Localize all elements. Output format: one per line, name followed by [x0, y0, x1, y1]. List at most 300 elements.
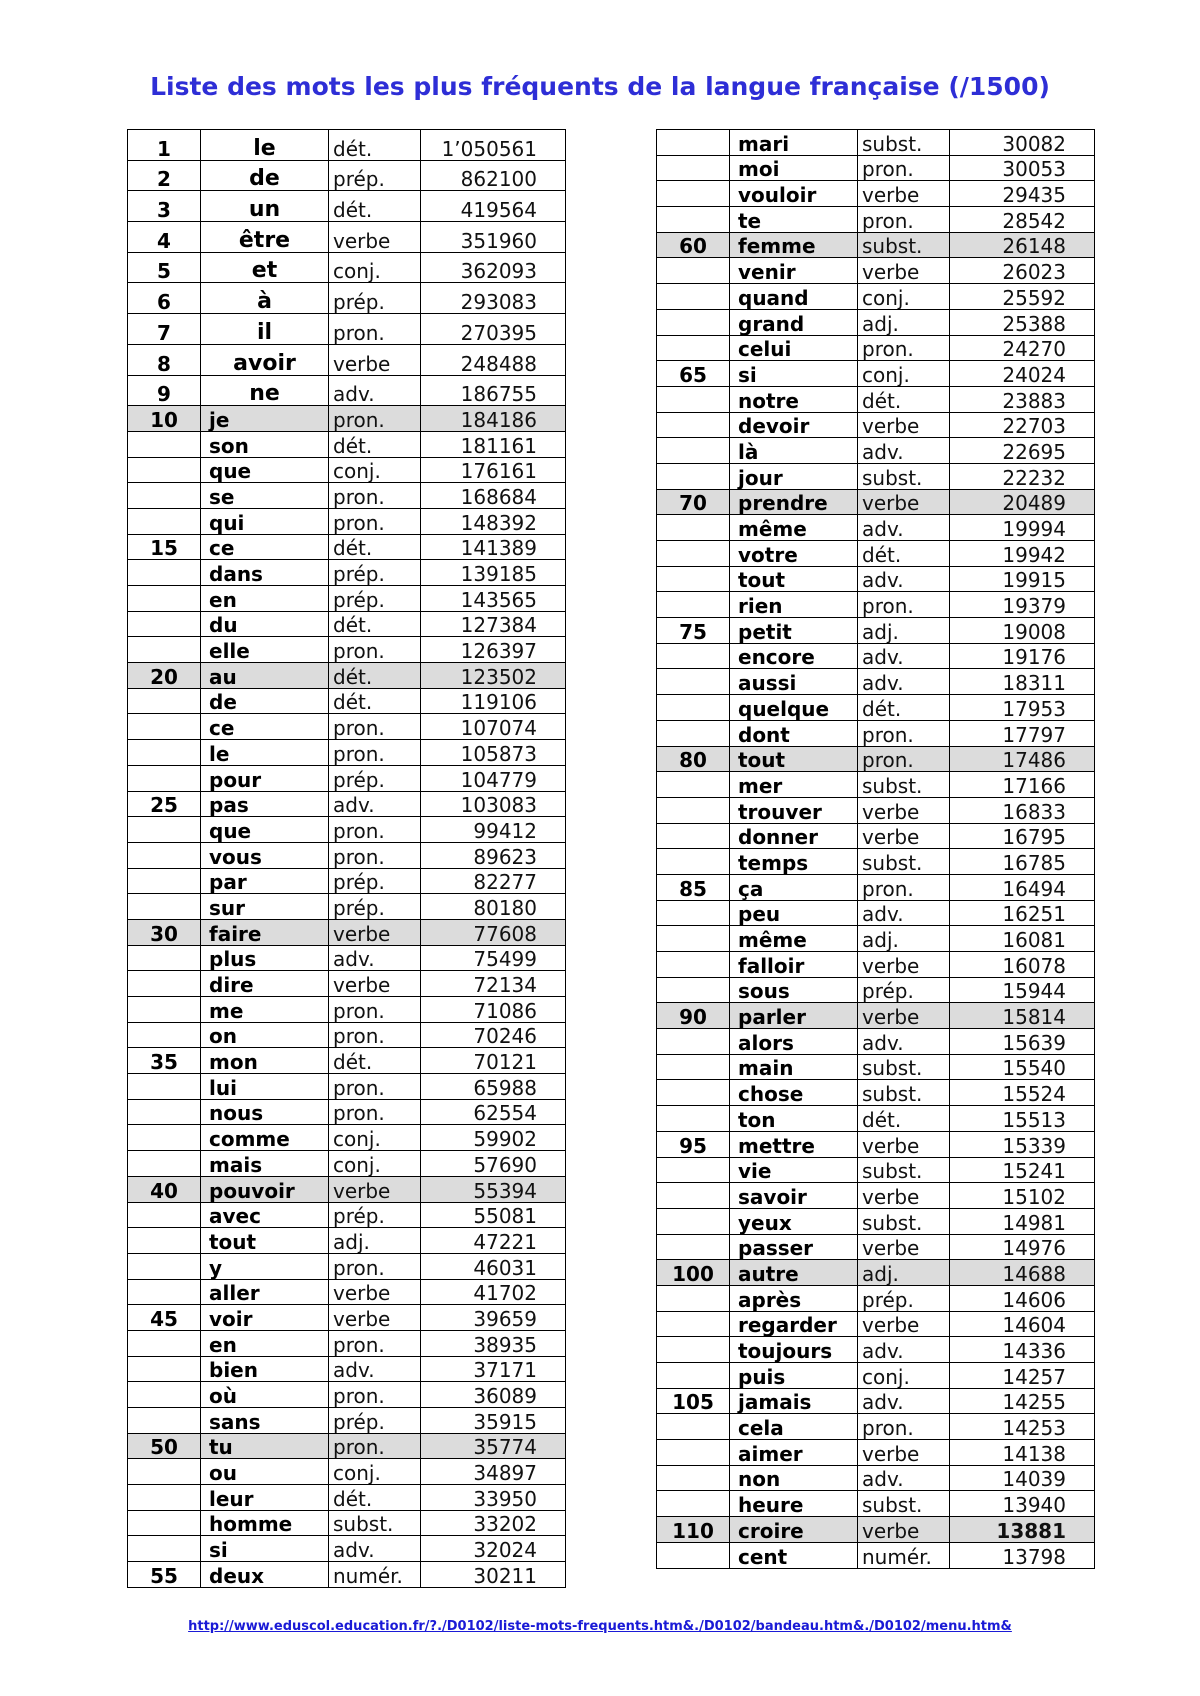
frequency-cell: 17166 — [950, 772, 1095, 798]
category-cell: pron. — [329, 1099, 421, 1125]
rank-cell: 40 — [128, 1176, 201, 1202]
frequency-cell: 55394 — [421, 1176, 566, 1202]
frequency-cell: 30053 — [950, 155, 1095, 181]
rank-cell: 8 — [128, 344, 201, 375]
word-cell: tout — [201, 1228, 329, 1254]
word-cell: non — [730, 1465, 858, 1491]
rank-cell: 15 — [128, 534, 201, 560]
category-cell: pron. — [329, 817, 421, 843]
rank-cell: 1 — [128, 130, 201, 161]
table-row — [128, 1228, 566, 1254]
word-cell: peu — [730, 900, 858, 926]
table-row — [657, 874, 1095, 900]
word-cell: y — [201, 1253, 329, 1279]
frequency-cell: 14039 — [950, 1465, 1095, 1491]
table-row — [657, 746, 1095, 772]
frequency-cell: 70246 — [421, 1022, 566, 1048]
frequency-cell: 36089 — [421, 1382, 566, 1408]
word-cell: sur — [201, 894, 329, 920]
table-row — [657, 1440, 1095, 1466]
frequency-cell: 16081 — [950, 926, 1095, 952]
rank-cell — [128, 1228, 201, 1254]
table-row — [657, 643, 1095, 669]
rank-cell — [128, 894, 201, 920]
table-row — [128, 1536, 566, 1562]
frequency-cell: 105873 — [421, 740, 566, 766]
word-cell: votre — [730, 541, 858, 567]
frequency-cell: 22703 — [950, 412, 1095, 438]
frequency-cell: 362093 — [421, 252, 566, 283]
word-cell: regarder — [730, 1311, 858, 1337]
category-cell: verbe — [329, 1305, 421, 1331]
category-cell: verbe — [858, 1003, 950, 1029]
frequency-cell: 14138 — [950, 1440, 1095, 1466]
word-cell: dire — [201, 971, 329, 997]
category-cell: adv. — [858, 669, 950, 695]
rank-cell — [657, 592, 730, 618]
category-cell: dét. — [329, 534, 421, 560]
word-cell: comme — [201, 1125, 329, 1151]
frequency-cell: 14604 — [950, 1311, 1095, 1337]
frequency-cell: 104779 — [421, 765, 566, 791]
frequency-cell: 293083 — [421, 283, 566, 314]
frequency-cell: 13798 — [950, 1542, 1095, 1568]
frequency-cell: 148392 — [421, 508, 566, 534]
category-cell: subst. — [858, 1491, 950, 1517]
table-row — [128, 997, 566, 1023]
word-cell: on — [201, 1022, 329, 1048]
table-row — [128, 1202, 566, 1228]
category-cell: subst. — [858, 1054, 950, 1080]
table-row — [128, 688, 566, 714]
table-row — [657, 1337, 1095, 1363]
word-cell: faire — [201, 919, 329, 945]
rank-cell — [128, 997, 201, 1023]
rank-cell — [657, 155, 730, 181]
table-row — [657, 592, 1095, 618]
word-cell: aimer — [730, 1440, 858, 1466]
table-row — [657, 335, 1095, 361]
category-cell: verbe — [858, 412, 950, 438]
table-row — [657, 181, 1095, 207]
frequency-cell: 55081 — [421, 1202, 566, 1228]
frequency-cell: 19379 — [950, 592, 1095, 618]
word-cell: mer — [730, 772, 858, 798]
word-cell: croire — [730, 1517, 858, 1543]
frequency-cell: 16785 — [950, 849, 1095, 875]
word-cell: avoir — [201, 344, 329, 375]
frequency-cell: 13881 — [950, 1517, 1095, 1543]
word-cell: mais — [201, 1151, 329, 1177]
frequency-cell: 80180 — [421, 894, 566, 920]
table-row — [128, 971, 566, 997]
category-cell: subst. — [858, 232, 950, 258]
word-cell: aller — [201, 1279, 329, 1305]
rank-cell — [657, 952, 730, 978]
category-cell: pron. — [329, 1330, 421, 1356]
table-row — [657, 926, 1095, 952]
table-row — [657, 1285, 1095, 1311]
category-cell: dét. — [329, 663, 421, 689]
table-row — [657, 489, 1095, 515]
table-row — [128, 1433, 566, 1459]
word-cell: de — [201, 160, 329, 191]
frequency-cell: 419564 — [421, 191, 566, 222]
word-cell: nous — [201, 1099, 329, 1125]
rank-cell — [657, 900, 730, 926]
category-cell: adv. — [329, 1536, 421, 1562]
frequency-cell: 82277 — [421, 868, 566, 894]
table-row — [128, 130, 566, 161]
word-cell: un — [201, 191, 329, 222]
table-row — [657, 1465, 1095, 1491]
category-cell: conj. — [329, 457, 421, 483]
category-cell: adv. — [858, 643, 950, 669]
category-cell: prép. — [329, 765, 421, 791]
table-row — [657, 258, 1095, 284]
rank-cell: 35 — [128, 1048, 201, 1074]
word-cell: qui — [201, 508, 329, 534]
category-cell: pron. — [329, 1074, 421, 1100]
word-cell: ton — [730, 1106, 858, 1132]
table-row — [128, 508, 566, 534]
rank-cell: 55 — [128, 1562, 201, 1588]
frequency-cell: 72134 — [421, 971, 566, 997]
rank-cell: 50 — [128, 1433, 201, 1459]
category-cell: prép. — [329, 160, 421, 191]
table-row — [128, 1330, 566, 1356]
frequency-cell: 15944 — [950, 977, 1095, 1003]
category-cell: conj. — [329, 1459, 421, 1485]
category-cell: adj. — [329, 1228, 421, 1254]
category-cell: verbe — [858, 823, 950, 849]
frequency-cell: 14688 — [950, 1260, 1095, 1286]
frequency-cell: 62554 — [421, 1099, 566, 1125]
table-row — [657, 1131, 1095, 1157]
rank-cell: 75 — [657, 618, 730, 644]
table-row — [128, 1305, 566, 1331]
category-cell: subst. — [858, 772, 950, 798]
category-cell: pron. — [329, 637, 421, 663]
word-cell: tu — [201, 1433, 329, 1459]
word-cell: si — [730, 361, 858, 387]
category-cell: dét. — [329, 1048, 421, 1074]
rank-cell: 4 — [128, 222, 201, 253]
table-row — [128, 1074, 566, 1100]
word-cell: prendre — [730, 489, 858, 515]
table-row — [128, 894, 566, 920]
table-row — [657, 720, 1095, 746]
word-cell: avec — [201, 1202, 329, 1228]
rank-cell — [128, 1536, 201, 1562]
frequency-cell: 35774 — [421, 1433, 566, 1459]
category-cell: prép. — [329, 868, 421, 894]
rank-cell — [128, 1074, 201, 1100]
rank-cell: 80 — [657, 746, 730, 772]
rank-cell: 45 — [128, 1305, 201, 1331]
word-cell: de — [201, 688, 329, 714]
rank-cell — [657, 1311, 730, 1337]
rank-cell — [657, 1285, 730, 1311]
table-row — [657, 1414, 1095, 1440]
word-cell: que — [201, 457, 329, 483]
word-cell: ne — [201, 375, 329, 406]
category-cell: verbe — [329, 1279, 421, 1305]
word-cell: si — [201, 1536, 329, 1562]
word-cell: que — [201, 817, 329, 843]
category-cell: adv. — [329, 1356, 421, 1382]
word-cell: mettre — [730, 1131, 858, 1157]
frequency-cell: 270395 — [421, 314, 566, 345]
word-cell: se — [201, 483, 329, 509]
frequency-cell: 19942 — [950, 541, 1095, 567]
frequency-cell: 14257 — [950, 1363, 1095, 1389]
word-cell: celui — [730, 335, 858, 361]
frequency-cell: 123502 — [421, 663, 566, 689]
table-row — [128, 586, 566, 612]
table-row — [657, 1234, 1095, 1260]
category-cell: subst. — [858, 463, 950, 489]
table-row — [657, 438, 1095, 464]
rank-cell — [657, 1542, 730, 1568]
rank-cell — [128, 611, 201, 637]
category-cell: adv. — [329, 791, 421, 817]
rank-cell — [128, 1330, 201, 1356]
table-row — [128, 663, 566, 689]
table-row — [128, 945, 566, 971]
frequency-cell: 77608 — [421, 919, 566, 945]
word-frequency-table-right — [656, 129, 1095, 1569]
category-cell: pron. — [858, 874, 950, 900]
word-cell: je — [201, 406, 329, 432]
category-cell: pron. — [329, 842, 421, 868]
frequency-cell: 32024 — [421, 1536, 566, 1562]
rank-cell — [657, 258, 730, 284]
rank-cell — [128, 945, 201, 971]
word-cell: bien — [201, 1356, 329, 1382]
frequency-cell: 107074 — [421, 714, 566, 740]
table-row — [657, 849, 1095, 875]
table-row — [657, 900, 1095, 926]
table-row — [128, 1176, 566, 1202]
rank-cell — [128, 457, 201, 483]
word-cell: sans — [201, 1408, 329, 1434]
frequency-cell: 75499 — [421, 945, 566, 971]
word-cell: encore — [730, 643, 858, 669]
rank-cell — [128, 1356, 201, 1382]
rank-cell — [128, 842, 201, 868]
word-cell: même — [730, 926, 858, 952]
table-row — [657, 386, 1095, 412]
rank-cell — [657, 412, 730, 438]
rank-cell — [128, 1151, 201, 1177]
frequency-cell: 24270 — [950, 335, 1095, 361]
rank-cell: 85 — [657, 874, 730, 900]
word-cell: leur — [201, 1485, 329, 1511]
table-row — [657, 284, 1095, 310]
frequency-cell: 57690 — [421, 1151, 566, 1177]
rank-cell — [657, 309, 730, 335]
word-cell: te — [730, 207, 858, 233]
table-row — [128, 765, 566, 791]
rank-cell: 70 — [657, 489, 730, 515]
frequency-cell: 20489 — [950, 489, 1095, 515]
word-cell: parler — [730, 1003, 858, 1029]
frequency-cell: 14336 — [950, 1337, 1095, 1363]
word-cell: pouvoir — [201, 1176, 329, 1202]
word-cell: lui — [201, 1074, 329, 1100]
word-cell: devoir — [730, 412, 858, 438]
table-row — [128, 314, 566, 345]
table-row — [657, 1208, 1095, 1234]
frequency-cell: 22232 — [950, 463, 1095, 489]
category-cell: pron. — [858, 720, 950, 746]
word-cell: me — [201, 997, 329, 1023]
table-row — [657, 618, 1095, 644]
rank-cell: 105 — [657, 1388, 730, 1414]
category-cell: adv. — [858, 515, 950, 541]
rank-cell — [128, 714, 201, 740]
rank-cell: 100 — [657, 1260, 730, 1286]
frequency-cell: 46031 — [421, 1253, 566, 1279]
rank-cell: 10 — [128, 406, 201, 432]
category-cell: dét. — [329, 431, 421, 457]
frequency-cell: 126397 — [421, 637, 566, 663]
frequency-cell: 33950 — [421, 1485, 566, 1511]
word-cell: du — [201, 611, 329, 637]
table-row — [657, 977, 1095, 1003]
word-cell: cent — [730, 1542, 858, 1568]
rank-cell — [657, 926, 730, 952]
table-row — [657, 1363, 1095, 1389]
word-frequency-table-left — [127, 129, 566, 1588]
rank-cell — [657, 720, 730, 746]
rank-cell — [657, 1465, 730, 1491]
frequency-cell: 18311 — [950, 669, 1095, 695]
category-cell: pron. — [329, 997, 421, 1023]
word-cell: en — [201, 1330, 329, 1356]
rank-cell: 25 — [128, 791, 201, 817]
rank-cell: 90 — [657, 1003, 730, 1029]
rank-cell: 5 — [128, 252, 201, 283]
rank-cell — [657, 386, 730, 412]
category-cell: prép. — [329, 1408, 421, 1434]
frequency-cell: 70121 — [421, 1048, 566, 1074]
frequency-cell: 17797 — [950, 720, 1095, 746]
frequency-cell: 39659 — [421, 1305, 566, 1331]
rank-cell — [657, 438, 730, 464]
word-cell: le — [201, 740, 329, 766]
page-title: Liste des mots les plus fréquents de la langue française (/1500) — [150, 72, 1050, 101]
table-row — [128, 611, 566, 637]
category-cell: numér. — [329, 1562, 421, 1588]
rank-cell — [128, 1510, 201, 1536]
category-cell: prép. — [858, 1285, 950, 1311]
rank-cell — [128, 971, 201, 997]
table-row — [657, 823, 1095, 849]
table-row — [128, 283, 566, 314]
word-cell: ou — [201, 1459, 329, 1485]
word-cell: mari — [730, 130, 858, 156]
frequency-cell: 26023 — [950, 258, 1095, 284]
rank-cell — [657, 284, 730, 310]
rank-cell — [657, 669, 730, 695]
table-row — [657, 1491, 1095, 1517]
word-cell: ce — [201, 534, 329, 560]
table-row — [657, 669, 1095, 695]
rank-cell — [128, 483, 201, 509]
rank-cell — [128, 1459, 201, 1485]
category-cell: adv. — [858, 566, 950, 592]
category-cell: conj. — [858, 1363, 950, 1389]
word-cell: il — [201, 314, 329, 345]
frequency-cell: 14606 — [950, 1285, 1095, 1311]
word-cell: homme — [201, 1510, 329, 1536]
frequency-cell: 19994 — [950, 515, 1095, 541]
frequency-cell: 89623 — [421, 842, 566, 868]
word-cell: cela — [730, 1414, 858, 1440]
rank-cell — [128, 817, 201, 843]
category-cell: pron. — [329, 314, 421, 345]
rank-cell — [128, 1382, 201, 1408]
word-cell: jour — [730, 463, 858, 489]
frequency-cell: 15339 — [950, 1131, 1095, 1157]
source-link[interactable]: http://www.eduscol.education.fr/?./D0102/liste-mots-frequents.htm&./D0102/bandeau.htm&./D0102/menu.htm& — [188, 1619, 1012, 1634]
table-row — [657, 412, 1095, 438]
category-cell: verbe — [858, 1183, 950, 1209]
category-cell: verbe — [329, 971, 421, 997]
frequency-cell: 181161 — [421, 431, 566, 457]
rank-cell — [657, 772, 730, 798]
rank-cell — [657, 643, 730, 669]
table-row — [128, 1048, 566, 1074]
word-cell: rien — [730, 592, 858, 618]
word-cell: notre — [730, 386, 858, 412]
table-row — [128, 1408, 566, 1434]
rank-cell — [128, 637, 201, 663]
frequency-cell: 35915 — [421, 1408, 566, 1434]
table-row — [128, 791, 566, 817]
frequency-cell: 30211 — [421, 1562, 566, 1588]
table-row — [657, 515, 1095, 541]
rank-cell — [128, 765, 201, 791]
category-cell: dét. — [858, 541, 950, 567]
word-cell: à — [201, 283, 329, 314]
rank-cell — [657, 1363, 730, 1389]
rank-cell — [657, 849, 730, 875]
word-cell: autre — [730, 1260, 858, 1286]
frequency-cell: 184186 — [421, 406, 566, 432]
frequency-cell: 33202 — [421, 1510, 566, 1536]
category-cell: verbe — [329, 919, 421, 945]
frequency-cell: 351960 — [421, 222, 566, 253]
category-cell: adv. — [858, 1465, 950, 1491]
word-cell: yeux — [730, 1208, 858, 1234]
table-row — [128, 817, 566, 843]
rank-cell: 6 — [128, 283, 201, 314]
frequency-cell: 14253 — [950, 1414, 1095, 1440]
category-cell: conj. — [329, 252, 421, 283]
table-row — [128, 1022, 566, 1048]
word-cell: trouver — [730, 797, 858, 823]
category-cell: pron. — [329, 406, 421, 432]
rank-cell: 95 — [657, 1131, 730, 1157]
category-cell: pron. — [858, 592, 950, 618]
category-cell: prép. — [329, 283, 421, 314]
category-cell: prép. — [329, 894, 421, 920]
rank-cell — [657, 1337, 730, 1363]
word-cell: puis — [730, 1363, 858, 1389]
